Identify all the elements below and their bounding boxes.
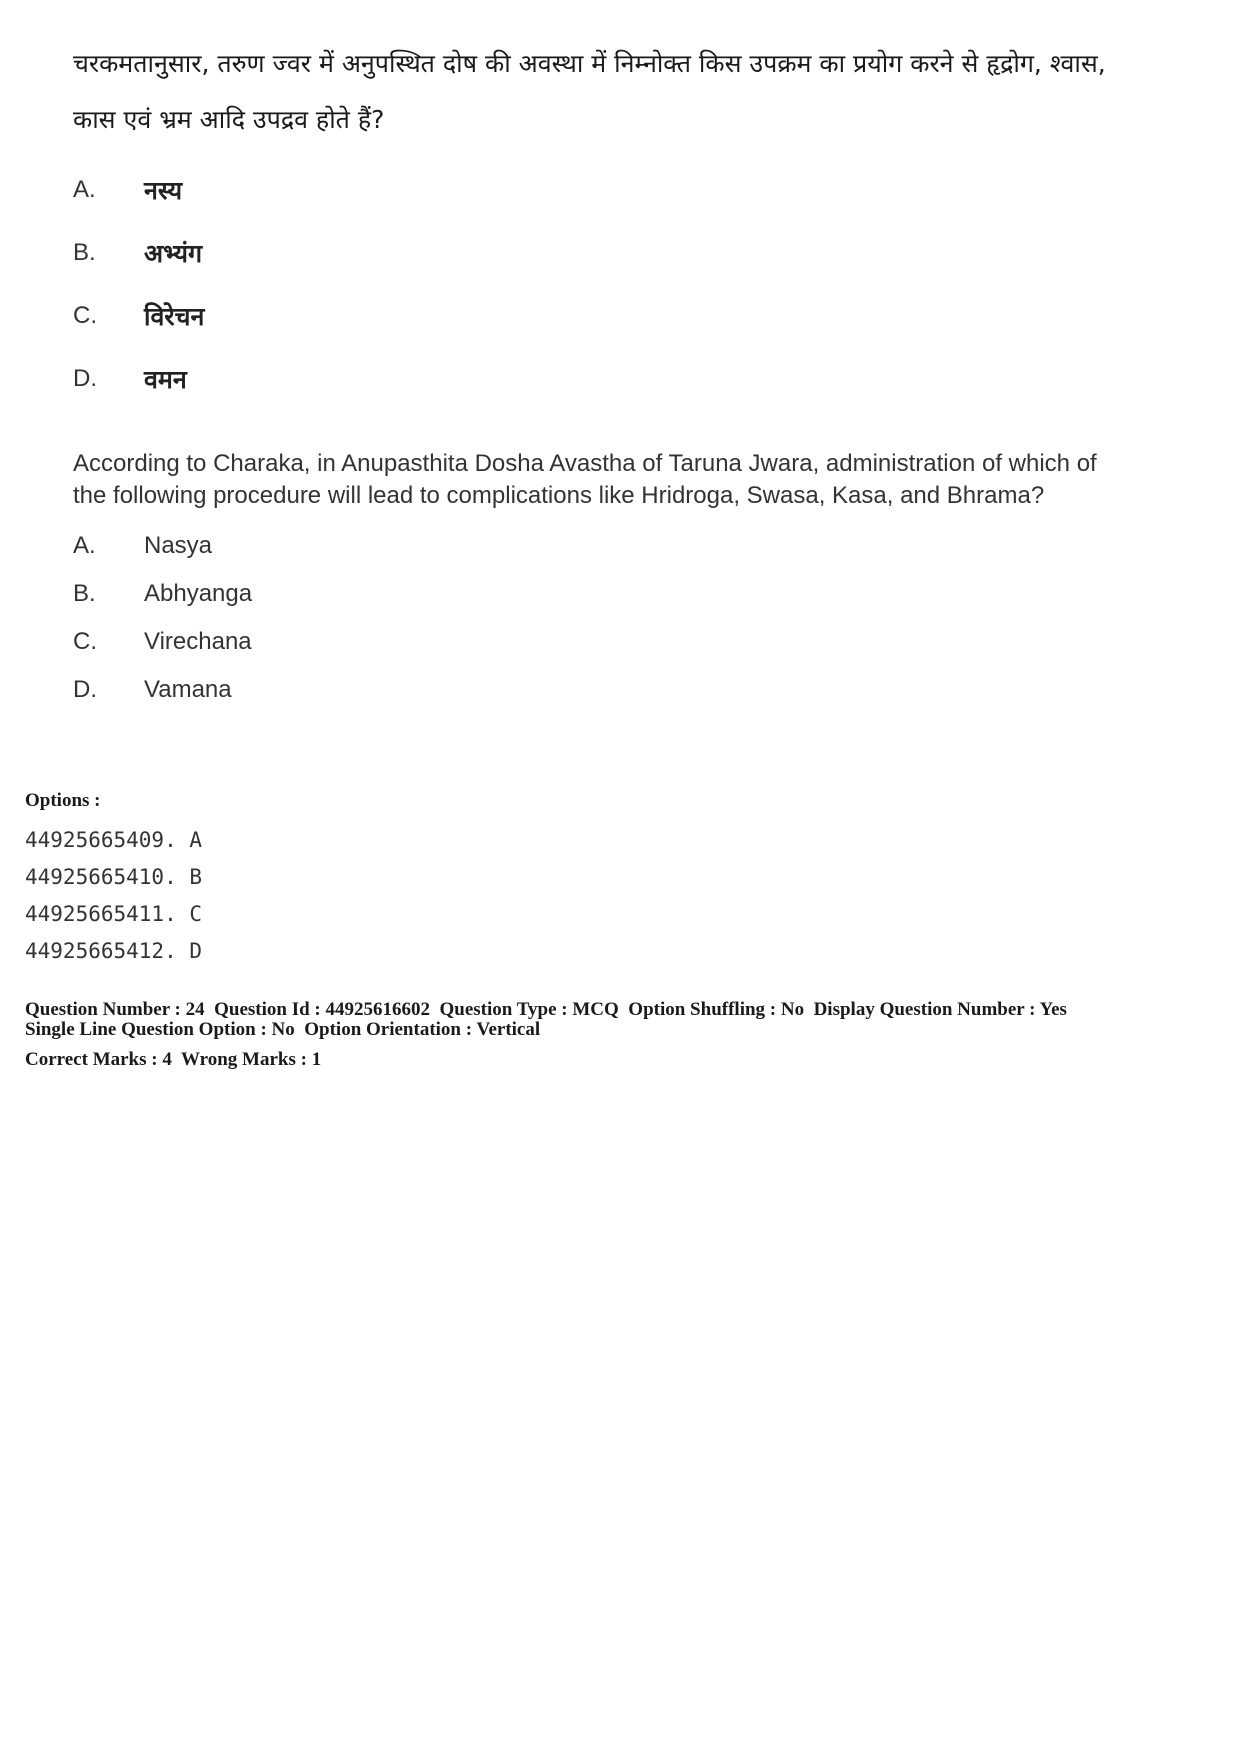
english-option: [73, 666, 1153, 714]
hindi-option: [73, 347, 1153, 410]
option-letter: B.: [73, 580, 96, 607]
option-text: Abhyanga: [144, 580, 253, 607]
option-id-row: 44925665412. D: [25, 939, 203, 963]
question-meta-block: [25, 1000, 1225, 1070]
option-letter: C.: [73, 301, 97, 329]
option-text: विरेचन: [144, 301, 205, 331]
marks-line: Correct Marks : 4 Wrong Marks : 1: [25, 1049, 322, 1070]
option-letter: A.: [73, 532, 96, 559]
question-text-english: According to Charaka, in Anupasthita Dosha Avastha of Taruna Jwara, administration of which of the following procedure will lead to complications like Hridroga, Swasa, Kasa, and Bhrama?: [73, 450, 1097, 509]
option-letter: D.: [73, 676, 97, 703]
option-letter: A.: [73, 175, 96, 203]
english-option: [73, 522, 1153, 570]
question-meta-line: Single Line Question Option : No Option Orientation : Vertical: [25, 1019, 541, 1040]
english-option: [73, 570, 1153, 618]
option-text: अभ्यंग: [144, 238, 203, 268]
option-text: Nasya: [144, 532, 213, 559]
question-meta-line: Question Number : 24 Question Id : 44925616602 Question Type : MCQ Option Shuffling : No Display Question Number : Yes: [25, 999, 1067, 1020]
option-text: Virechana: [144, 628, 252, 655]
options-label: Options :: [25, 790, 101, 811]
option-text: वमन: [144, 364, 187, 394]
english-option: [73, 618, 1153, 666]
hindi-option: [73, 158, 1153, 221]
option-id-row: 44925665411. C: [25, 902, 203, 926]
hindi-option: [73, 284, 1153, 347]
hindi-option: [73, 221, 1153, 284]
option-letter: C.: [73, 628, 97, 655]
option-letter: D.: [73, 364, 97, 392]
question-block: [73, 36, 1153, 714]
option-letter: B.: [73, 238, 96, 266]
option-id-row: 44925665409. A: [25, 828, 203, 852]
option-ids-block: [25, 790, 202, 970]
option-text: Vamana: [144, 676, 232, 703]
english-options-list: [73, 522, 1153, 714]
hindi-options-list: [73, 158, 1153, 410]
option-id-row: 44925665410. B: [25, 865, 203, 889]
option-text: नस्य: [144, 175, 183, 205]
question-text-hindi: चरकमतानुसार, तरुण ज्वर में अनुपस्थित दोष की अवस्था में निम्नोक्त किस उपक्रम का प्रयोग करने से हृद्रोग, श्वास, कास एवं भ्रम आदि उपद्रव होते हैं?: [73, 49, 1106, 134]
